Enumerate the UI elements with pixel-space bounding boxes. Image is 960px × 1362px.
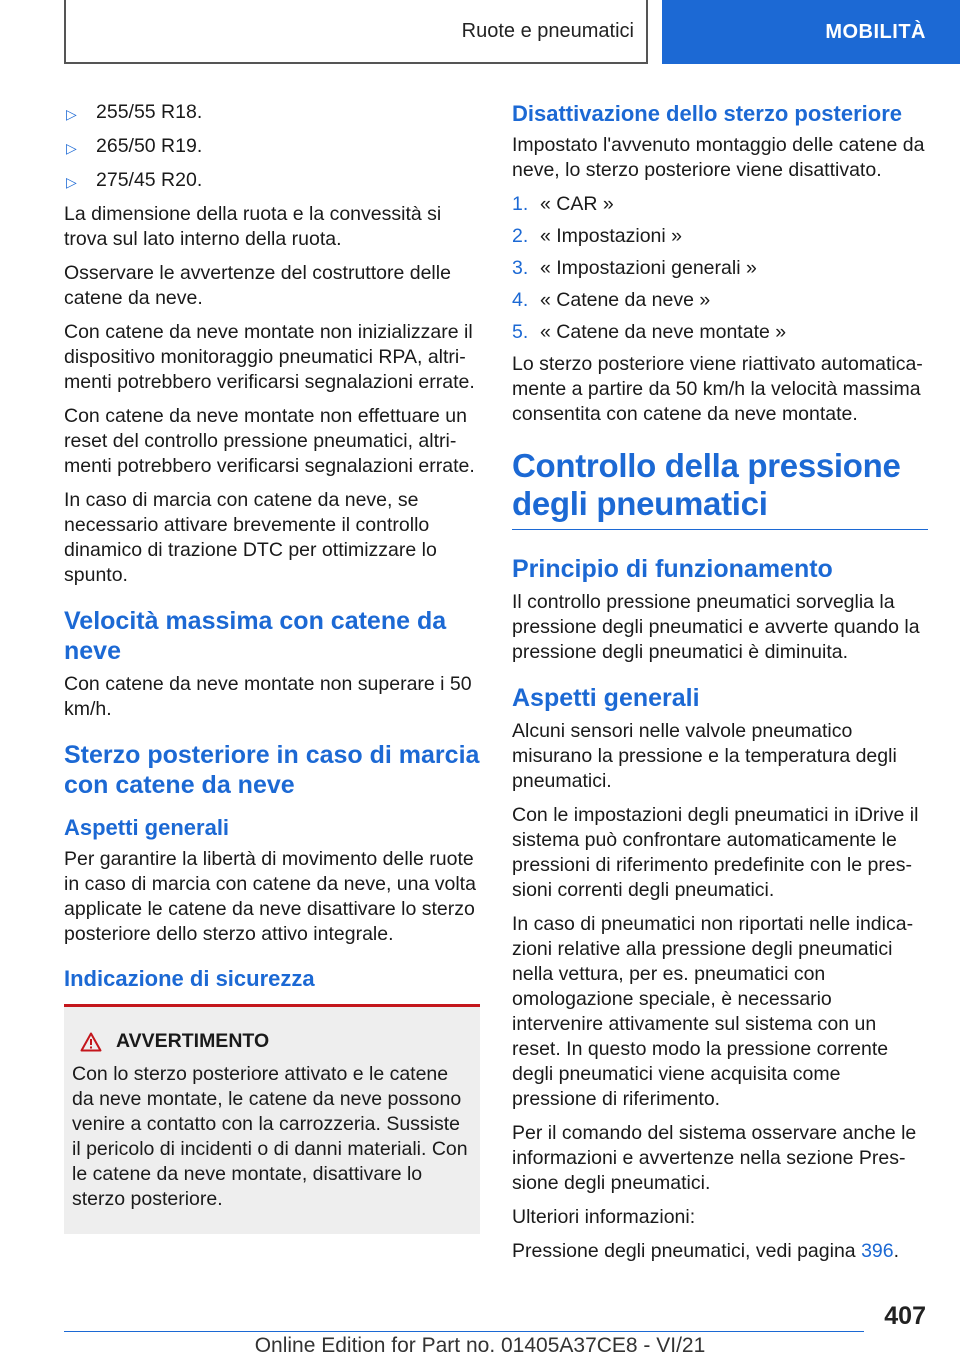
bullet-text: 255/55 R18.	[96, 101, 203, 123]
step-number: 2.	[512, 225, 529, 247]
header-section-title: Ruote e pneumatici	[461, 19, 634, 42]
paragraph: Con catene da neve montate non superare i 50 km/h.	[64, 673, 472, 720]
page-number: 407	[884, 1302, 926, 1330]
heading-tire-pressure-control: Controllo della pressione degli pneumatici	[512, 447, 928, 530]
warning-title: AVVERTIMENTO	[116, 1030, 270, 1052]
step-text: « Catene da neve »	[540, 289, 711, 311]
paragraph: Per garantire la libertà di movimento delle ruote in caso di marcia con catene da neve, una volta applicate le catene da neve disattivare lo sterzo posteriore dello sterzo attivo integrale.	[64, 848, 476, 945]
list-item	[512, 224, 928, 249]
step-text: « Catene da neve montate »	[540, 321, 787, 343]
reference-end: .	[893, 1240, 900, 1262]
paragraph: In caso di marcia con catene da neve, se necessario attivare brevemente il controllo dinamico di trazione DTC per ottimizzare lo spunto.	[64, 489, 437, 586]
paragraph: Impostato l'avvenuto montaggio delle catene da neve, lo sterzo posteriore viene disattivato.	[512, 134, 925, 181]
bullet-text: 265/50 R19.	[96, 135, 203, 157]
heading-rear-steering: Sterzo posteriore in caso di marcia con catene da neve	[64, 741, 480, 799]
header-chapter-title: MOBILITÀ	[825, 20, 926, 43]
list-item	[64, 134, 480, 161]
paragraph: Il controllo pressione pneumatici sorveglia la pressione degli pneumatici e avverte quando la pressione degli pneumatici è diminuita.	[512, 591, 920, 663]
warning-triangle-icon	[80, 1032, 102, 1052]
heading-safety-note: Indicazione di sicurezza	[64, 966, 315, 991]
paragraph: Con catene da neve montate non effettuare un reset del controllo pressione pneumatici, altrimenti potrebbero verificarsi segnalazioni errate.	[64, 405, 475, 477]
warning-box	[64, 1007, 480, 1234]
list-item	[512, 256, 928, 281]
triangle-bullet-icon: ▷	[66, 106, 77, 122]
heading-general-aspects: Aspetti generali	[64, 815, 230, 840]
reference-text: Pressione degli pneumatici, vedi pagina	[512, 1240, 856, 1262]
list-item	[64, 100, 480, 127]
heading-disable-rear-steering: Disattivazione dello sterzo posteriore	[512, 101, 902, 126]
heading-max-speed: Velocità massima con catene da neve	[64, 607, 447, 665]
paragraph: Con le impostazioni degli pneumatici in iDrive il sistema può confrontare automaticamente le pressioni di riferimento predefinite con le pressioni correnti degli pneumatici.	[512, 804, 919, 901]
step-text: « Impostazioni generali »	[540, 257, 757, 279]
step-number: 1.	[512, 193, 529, 215]
paragraph: Ulteriori informazioni:	[512, 1206, 696, 1228]
paragraph: Per il comando del sistema osservare anche le informazioni e avvertenze nella sezione Pressione degli pneumatici.	[512, 1122, 917, 1194]
triangle-bullet-icon: ▷	[66, 140, 77, 156]
paragraph: Osservare le avvertenze del costruttore delle catene da neve.	[64, 262, 451, 309]
heading-operating-principle: Principio di funzionamento	[512, 555, 833, 583]
step-number: 4.	[512, 289, 529, 311]
list-item	[512, 192, 928, 217]
list-item	[512, 288, 928, 313]
paragraph: Lo sterzo posteriore viene riattivato automaticamente a partire da 50 km/h la velocità massima consentita con catene da neve montate.	[512, 353, 923, 425]
warning-header	[72, 1029, 470, 1054]
step-text: « Impostazioni »	[540, 225, 682, 247]
footer-divider	[64, 1331, 864, 1332]
triangle-bullet-icon: ▷	[66, 174, 77, 190]
paragraph: Con catene da neve montate non inizializzare il dispositivo monitoraggio pneumatici RPA, altrimenti potrebbero verificarsi segnalazioni errate.	[64, 321, 475, 393]
paragraph: In caso di pneumatici non riportati nelle indicazioni relative alla pressione degli pneumatici nella vettura, per es. pneumatici con omologazione speciale, è necessario intervenire attivamente sul sistema con un reset. In questo modo la pressione corrente degli pneumatici viene acquisita come pressione di riferimento.	[512, 913, 914, 1110]
footer-text: Online Edition for Part no. 01405A37CE8 - VI/21	[254, 1334, 706, 1357]
page-reference	[512, 1239, 928, 1264]
paragraph: La dimensione della ruota e la convessità si trova sul lato interno della ruota.	[64, 203, 442, 250]
header-section	[64, 0, 648, 64]
page-link[interactable]: 396	[861, 1240, 894, 1262]
warning-text: Con lo sterzo posteriore attivato e le catene da neve montate, le catene da neve possono venire a contatto con la carrozzeria. Sussiste il pericolo di incidenti o di danni materiali. Con le catene da neve montate, disattivare lo sterzo posteriore.	[72, 1063, 468, 1210]
heading-general-aspects: Aspetti generali	[512, 684, 700, 712]
header-chapter	[662, 0, 960, 64]
step-number: 5.	[512, 321, 529, 343]
paragraph: Alcuni sensori nelle valvole pneumatico misurano la pressione e la temperatura degli pneumatici.	[512, 720, 897, 792]
right-column	[512, 100, 928, 1273]
step-text: « CAR »	[540, 193, 614, 215]
step-number: 3.	[512, 257, 529, 279]
list-item	[512, 320, 928, 345]
list-item	[64, 168, 480, 195]
bullet-text: 275/45 R20.	[96, 169, 203, 191]
left-column	[64, 100, 480, 1234]
